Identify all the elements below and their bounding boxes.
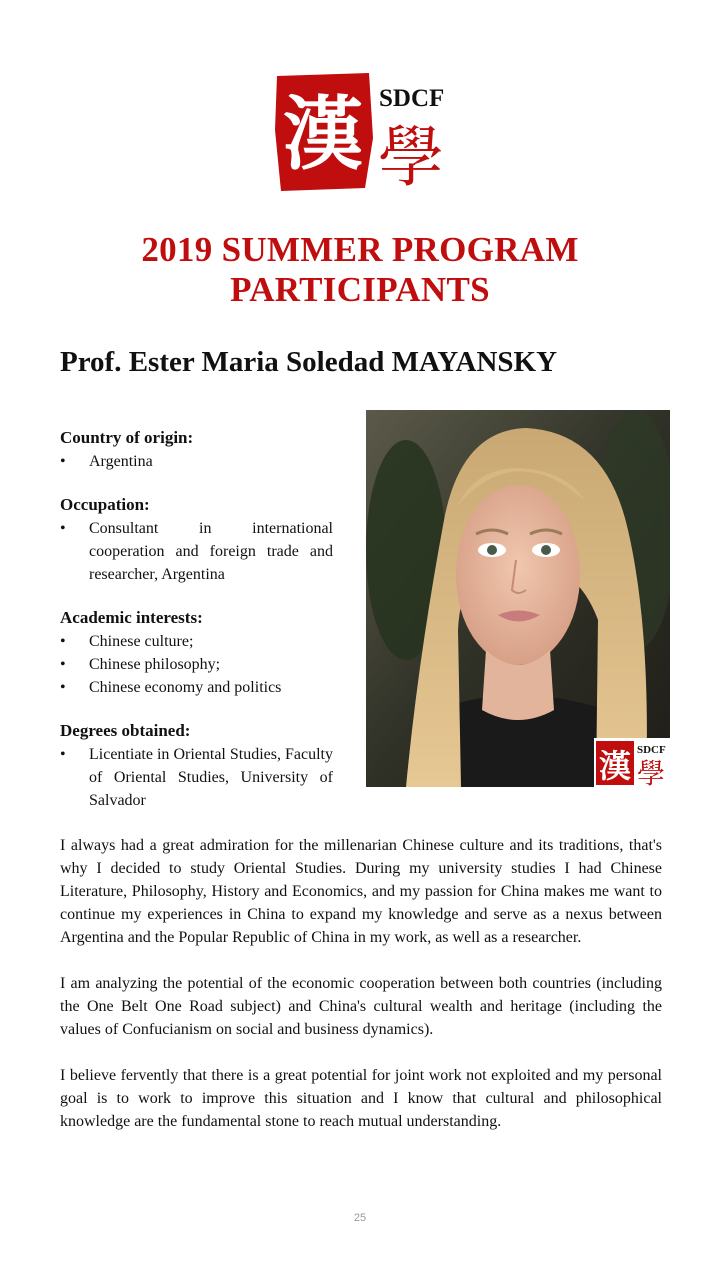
- participant-photo: [366, 410, 670, 787]
- section-list: [60, 743, 333, 812]
- section-label: Country of origin:: [60, 428, 194, 447]
- sdcf-logo: [273, 70, 449, 194]
- sdcf-seal-logo-icon: [273, 70, 449, 194]
- statement-paragraph: I always had a great admiration for the millenarian Chinese culture and its traditions, that's why I decided to study Oriental Studies. During my university studies I had Chinese Literature, Philosophy, History and Economics, and my passion for China makes me want to continue my experiences in China to expand my knowledge and serve as a nexus between Argentina and the Popular Republic of China in my work, as well as a researcher.: [60, 837, 662, 946]
- list-item: • Chinese culture;: [60, 630, 333, 653]
- logo-glyph-xue: 學: [378, 119, 444, 194]
- section-occupation: [60, 493, 333, 586]
- section-list: [60, 630, 333, 699]
- page-number: 25: [353, 1212, 367, 1224]
- badge-sdcf-text: SDCF: [637, 744, 666, 756]
- list-item: • Consultant in international cooperation and foreign trade and researcher, Argentina: [60, 517, 333, 586]
- participant-statement: [60, 834, 662, 1156]
- list-item: • Argentina: [60, 450, 333, 473]
- badge-glyph-han: 漢: [598, 747, 632, 785]
- section-academic-interests: [60, 606, 333, 699]
- list-item: • Chinese economy and politics: [60, 676, 333, 699]
- section-label: Academic interests:: [60, 608, 203, 627]
- section-label: Degrees obtained:: [60, 721, 191, 740]
- sdcf-badge-icon: [594, 738, 670, 787]
- section-list: [60, 450, 333, 473]
- statement-paragraph: I am analyzing the potential of the economic cooperation between both countries (including the One Belt One Road subject) and China's cultural wealth and heritage (including the values of Confucianism on social and business dynamics).: [60, 975, 662, 1038]
- photo-badge: [594, 738, 670, 787]
- title-line-1: 2019 SUMMER PROGRAM: [141, 230, 579, 269]
- list-item: • Licentiate in Oriental Studies, Faculty of Oriental Studies, University of Salvador: [60, 743, 333, 812]
- participant-info: [60, 426, 333, 832]
- page-title: [0, 230, 720, 310]
- logo-glyph-han: 漢: [283, 87, 363, 181]
- participant-name: Prof. Ester Maria Soledad MAYANSKY: [60, 346, 558, 378]
- section-list: [60, 517, 333, 586]
- logo-sdcf-text: SDCF: [379, 85, 445, 112]
- section-country: [60, 426, 333, 473]
- title-line-2: PARTICIPANTS: [230, 270, 490, 309]
- badge-glyph-xue: 學: [636, 757, 666, 787]
- statement-paragraph: I believe fervently that there is a great potential for joint work not exploited and my personal goal is to work to improve this situation and I know that cultural and philosophical knowledge are the fundamental stone to reach mutual understanding.: [60, 1067, 662, 1130]
- section-label: Occupation:: [60, 495, 150, 514]
- section-degrees: [60, 719, 333, 812]
- list-item: • Chinese philosophy;: [60, 653, 333, 676]
- portrait-icon: [366, 410, 670, 787]
